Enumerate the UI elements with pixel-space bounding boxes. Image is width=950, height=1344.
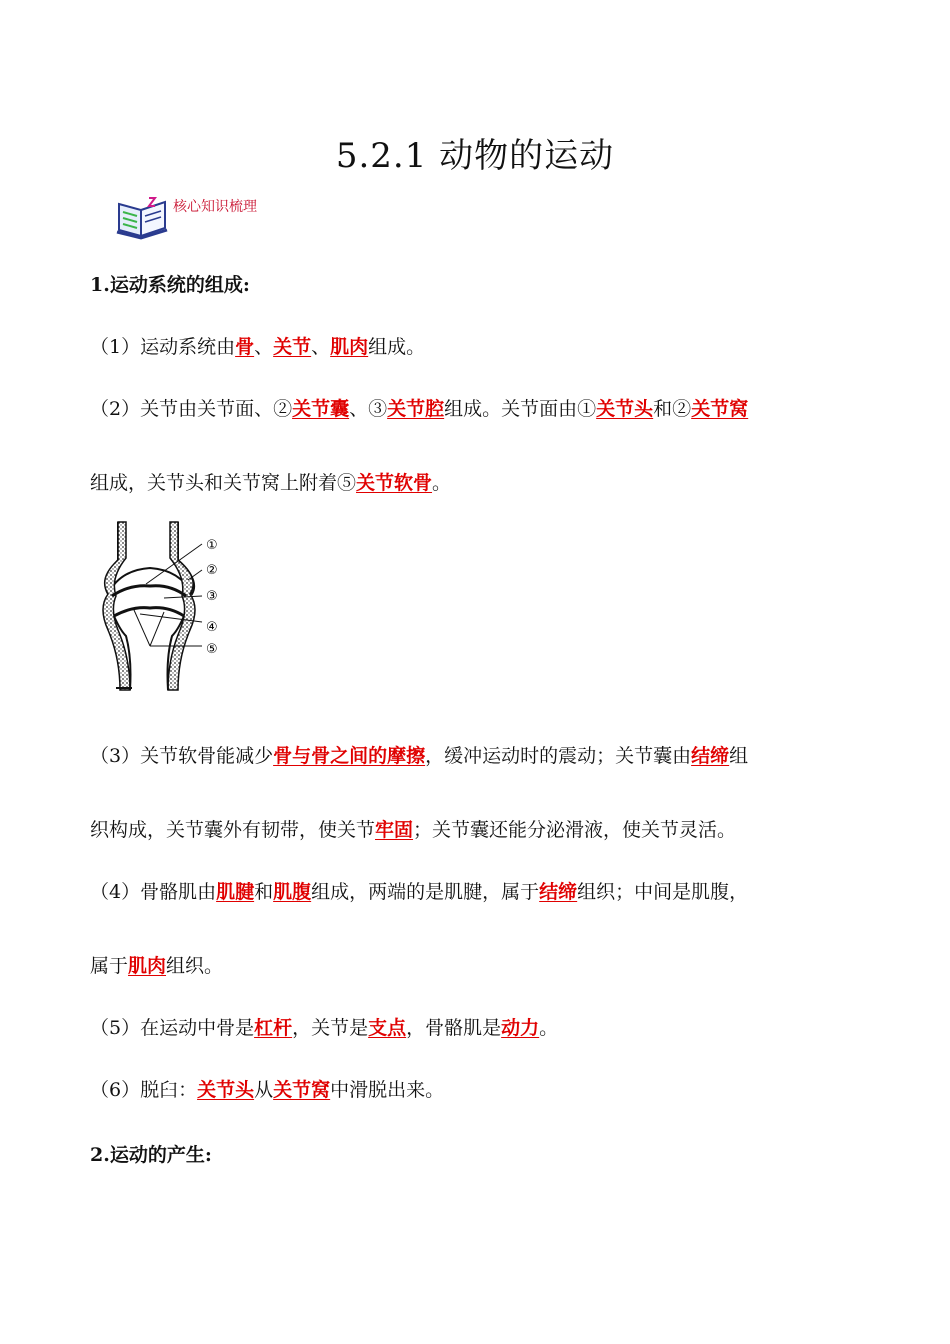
page-title: 5.2.1 动物的运动: [335, 136, 615, 176]
diagram-label-4: ④: [206, 620, 218, 635]
paragraph-line: [90, 815, 736, 842]
line-text: 、: [311, 336, 331, 358]
diagram-label-2: ②: [206, 563, 218, 578]
line-text: 组: [729, 745, 749, 767]
answer-term: 关节头: [197, 1079, 255, 1101]
paragraph-line: [90, 468, 451, 495]
answer-term: 支点: [368, 1017, 407, 1039]
line-text: （2）关节由关节面、②: [90, 398, 293, 420]
line-text: 和②: [653, 398, 692, 420]
section-heading-1: 1.运动系统的组成:: [90, 274, 250, 296]
answer-term: 牢固: [375, 819, 414, 841]
line-text: 从: [254, 1079, 274, 1101]
line-text: 组成，关节头和关节窝上附着⑤: [90, 472, 357, 494]
answer-term: 骨: [235, 336, 255, 358]
banner-label: 核心知识梳理: [173, 199, 257, 215]
answer-term: 肌肉: [128, 955, 167, 977]
paragraph-line: [90, 1013, 558, 1040]
line-text: 组成，两端的是肌腱，属于: [311, 881, 540, 903]
line-text: 和: [254, 881, 274, 903]
answer-term: 关节囊: [292, 398, 350, 420]
answer-term: 关节: [273, 336, 312, 358]
paragraph-line: [90, 741, 748, 768]
paragraph-line: [90, 951, 223, 978]
diagram-label-1: ①: [206, 538, 218, 553]
line-text: 属于: [90, 955, 129, 977]
line-text: 织构成，关节囊外有韧带，使关节: [90, 819, 376, 841]
line-text: 组织；中间是肌腹，: [577, 881, 749, 903]
section-heading-2: 2.运动的产生:: [90, 1144, 212, 1166]
line-text: （1）运动系统由: [90, 336, 236, 358]
section-banner: [115, 190, 355, 242]
answer-term: 关节窝: [273, 1079, 331, 1101]
paragraph-line: [90, 877, 748, 904]
knee-joint-diagram: [90, 518, 250, 694]
line-text: 。: [539, 1017, 559, 1039]
answer-term: 关节腔: [387, 398, 445, 420]
diagram-label-3: ③: [206, 589, 218, 604]
line-text: ，骨骼肌是: [406, 1017, 502, 1039]
line-text: ，关节是: [292, 1017, 369, 1039]
answer-term: 杠杆: [254, 1017, 293, 1039]
answer-term: 肌腱: [216, 881, 255, 903]
line-text: ；关节囊还能分泌滑液，使关节灵活。: [413, 819, 737, 841]
line-text: 组成。关节面由①: [444, 398, 597, 420]
line-text: 。: [432, 472, 452, 494]
answer-term: 肌腹: [273, 881, 312, 903]
line-text: ，缓冲运动时的震动；关节囊由: [425, 745, 692, 767]
answer-term: 肌肉: [330, 336, 369, 358]
notebook-icon: [115, 190, 171, 240]
paragraph-line: [90, 1075, 444, 1102]
answer-term: 结缔: [691, 745, 730, 767]
answer-term: 关节头: [596, 398, 654, 420]
answer-term: 动力: [501, 1017, 540, 1039]
line-text: （3）关节软骨能减少: [90, 745, 274, 767]
line-text: （5）在运动中骨是: [90, 1017, 255, 1039]
paragraph-line: [90, 394, 748, 421]
line-text: 、: [254, 336, 274, 358]
answer-term: 关节窝: [691, 398, 749, 420]
line-text: 中滑脱出来。: [330, 1079, 445, 1101]
answer-term: 结缔: [539, 881, 578, 903]
diagram-label-5: ⑤: [206, 642, 218, 657]
answer-term: 骨与骨之间的摩擦: [273, 745, 426, 767]
line-text: （6）脱臼：: [90, 1079, 198, 1101]
line-text: 组织。: [166, 955, 224, 977]
line-text: （4）骨骼肌由: [90, 881, 217, 903]
line-text: 、③: [349, 398, 388, 420]
line-text: 组成。: [368, 336, 426, 358]
answer-term: 关节软骨: [356, 472, 433, 494]
paragraph-line: [90, 332, 425, 359]
